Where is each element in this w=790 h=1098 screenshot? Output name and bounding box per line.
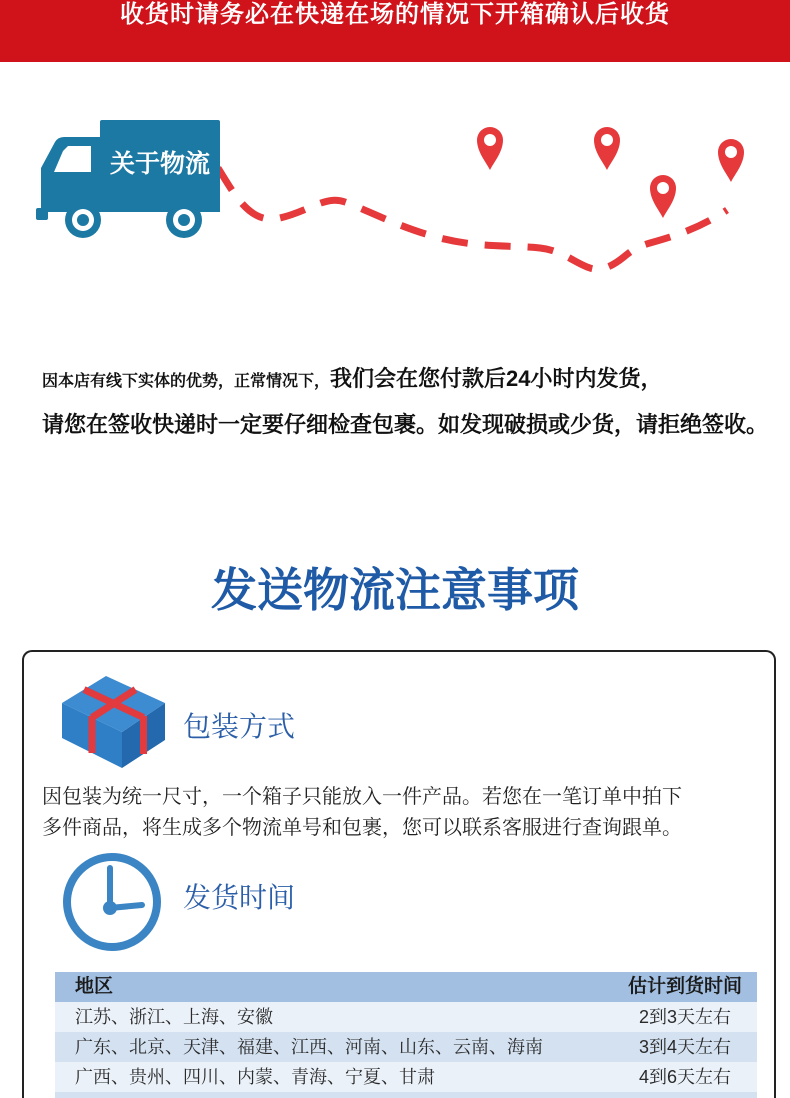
route-dashed-line bbox=[218, 168, 727, 269]
header-region: 地区 bbox=[75, 976, 114, 997]
map-pin-icon bbox=[594, 127, 620, 170]
table-row bbox=[55, 1002, 757, 1032]
map-pin-icon bbox=[477, 127, 503, 170]
shipping-notice-line-1 bbox=[42, 362, 663, 399]
truck-icon bbox=[36, 120, 220, 238]
clock-icon bbox=[60, 850, 166, 954]
header-estimated-time: 估计到货时间 bbox=[627, 976, 742, 997]
logistics-illustration bbox=[0, 100, 790, 290]
notice-intro-text: 因本店有线下实体的优势，正常情况下， bbox=[42, 373, 331, 390]
time-cell: 3到4天左右 bbox=[638, 1037, 732, 1057]
truck-wheel bbox=[65, 202, 101, 238]
region-cell: 广西、贵州、四川、内蒙、青海、宁夏、甘肃 bbox=[75, 1067, 435, 1087]
truck-wheel bbox=[166, 202, 202, 238]
table-row bbox=[55, 1032, 757, 1062]
truck-bumper bbox=[36, 208, 48, 220]
time-cell: 2到3天左右 bbox=[638, 1007, 732, 1027]
packaging-text-line-1: 因包装为统一尺寸，一个箱子只能放入一件产品。若您在一笔订单中拍下 bbox=[42, 786, 682, 808]
delivery-time-table bbox=[55, 972, 757, 1098]
notice-dispatch-text: 我们会在您付款后24小时内发货， bbox=[330, 366, 663, 391]
section-title: 发送物流注意事项 bbox=[211, 564, 579, 616]
shipping-time-heading: 发货时间 bbox=[183, 882, 296, 913]
table-header-row bbox=[55, 972, 757, 1002]
shipping-notice-line-2: 请您在签收快递时一定要仔细检查包裹。如发现破损或少货，请拒绝签收。 bbox=[42, 412, 769, 437]
time-cell: 4到6天左右 bbox=[638, 1067, 732, 1087]
clock-center bbox=[103, 901, 117, 915]
table-row bbox=[55, 1062, 757, 1092]
region-cell: 江苏、浙江、上海、安徽 bbox=[75, 1007, 273, 1027]
banner-text: 收货时请务必在快递在场的情况下开箱确认后收货 bbox=[120, 1, 670, 28]
packaging-heading: 包装方式 bbox=[183, 711, 296, 742]
packaging-text-line-2: 多件商品，将生成多个物流单号和包裹，您可以联系客服进行查询跟单。 bbox=[42, 817, 682, 839]
map-pin-icon bbox=[718, 139, 744, 182]
top-banner bbox=[0, 0, 790, 62]
truck-label: 关于物流 bbox=[109, 150, 211, 178]
region-cell: 广东、北京、天津、福建、江西、河南、山东、云南、海南 bbox=[75, 1037, 543, 1057]
package-box-icon bbox=[58, 668, 170, 772]
map-pin-icon bbox=[650, 175, 676, 218]
table-row-cut-off bbox=[55, 1092, 757, 1098]
